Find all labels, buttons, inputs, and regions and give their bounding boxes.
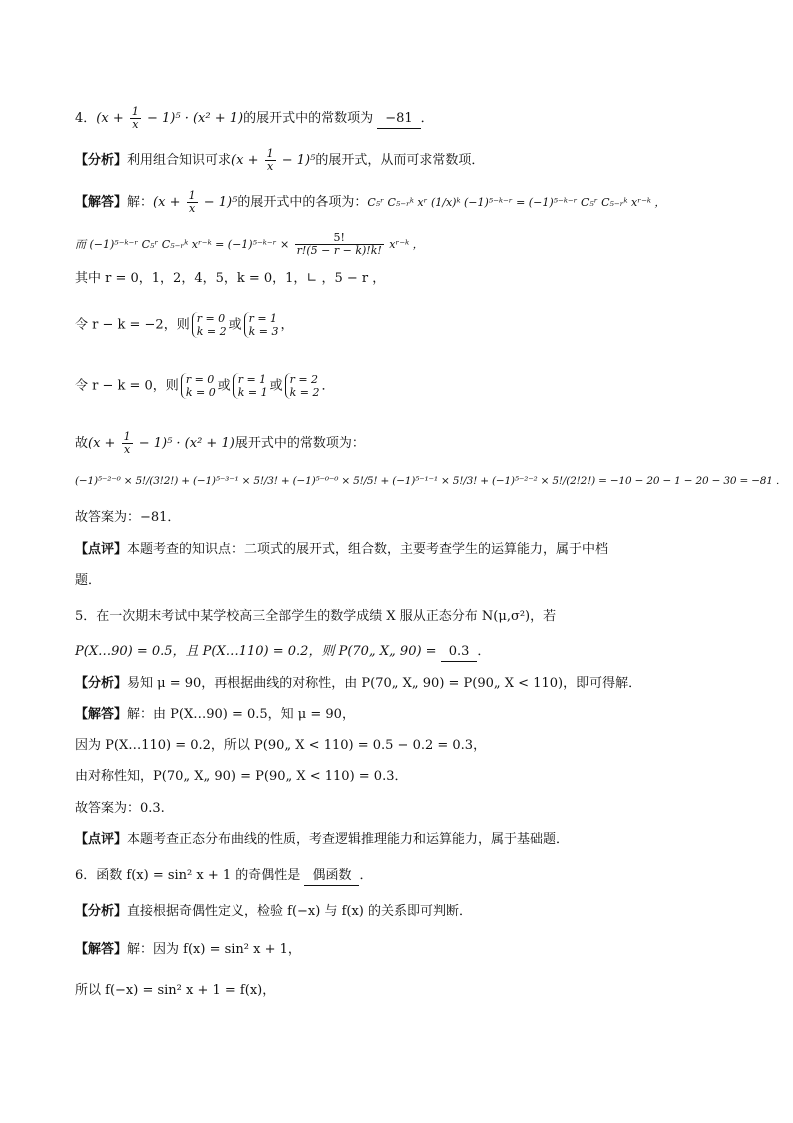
q4-line5-sys2-row2: k = 1 [237,386,268,399]
q4-line5-sys3-row1: r = 2 [289,373,319,386]
q4-line5-sys3-row2: k = 2 [289,386,320,399]
q4-line5-sys2-row1: r = 1 [237,373,267,386]
q4-analysis-label: 【分析】 [75,153,128,168]
q4-line4-sys2-row2: k = 3 [248,325,279,338]
q5-analysis-text: 易知 μ = 90，再根据曲线的对称性，由 P(70„ X„ 90) = P(90„ X < 110)，即可得解． [127,676,642,691]
q4-line4-sys1-row1: r = 0 [196,312,226,325]
q4-line2-den: r!(5 − r − k)!k! [296,244,382,257]
q4-analysis-expr: − 1)⁵ [277,153,316,168]
q5-line2-pre: P(X…90) = 0.5，且 P(X…110) = 0.2，则 P(70„ X„ 90) = [75,644,437,659]
q4-line5-sys3 [285,373,320,399]
q4-line5-sys1-row1: r = 0 [185,373,215,386]
q4-line2-frac [295,232,384,257]
q4-solution-terms: C₅ʳ C₅₋ᵣᵏ xʳ (1/x)ᵏ (−1)⁵⁻ᵏ⁻ʳ = (−1)⁵⁻ᵏ⁻ʳ C₅ʳ C₅₋ᵣᵏ xʳ⁻ᵏ ， [367,196,666,209]
q4-line5-or2: 或 [269,378,283,394]
q6-solution-text: 解：因为 f(x) = sin² x + 1， [127,942,301,957]
q4-line4-sys1-row2: k = 2 [196,325,227,338]
q4-comment-label: 【点评】 [75,542,128,557]
q4-line4 [75,312,293,338]
q4-line4-sys1 [192,312,227,338]
q5-line5: 因为 P(X…110) = 0.2，所以 P(90„ X < 110) = 0.5 − 0.2 = 0.3， [75,738,487,753]
q6-statement [75,867,372,886]
q4-line6-post: 展开式中的常数项为： [234,436,365,451]
q4-line2-post: xʳ⁻ᵏ ， [385,238,424,251]
q6-answer: 偶函数 [304,867,359,886]
q4-solution-label: 【解答】 [75,195,128,210]
q4-frac-den: x [132,118,139,131]
q4-line5-end: ． [321,378,335,394]
q4-number: 4． [75,111,97,126]
q4-analysis-pre: 利用组合知识可求 [127,153,232,168]
q4-line6: 故(x + $\frac{1}{x}$ − 1)⁵ · (x² + 1)展开式中的常数项为： [75,430,365,456]
q4-answer: −81 [377,110,420,129]
q4-analysis-frac: $\frac{1}{x}$ [266,147,274,173]
q4-comment [75,541,608,559]
q6-analysis [75,903,472,921]
q4-line3: 其中 r = 0，1，2，4，5，k = 0，1，∟ ，5 − r ， [75,271,386,286]
q4-line8: 故答案为：−81． [75,510,181,525]
q4-statement [75,106,434,131]
q4-line4-or: 或 [228,317,242,333]
q5-answer: 0.3 [441,643,478,662]
q5-solution-label: 【解答】 [75,707,128,722]
q4-frac [130,106,141,131]
q4-line5-pre: 令 r − k = 0，则 [75,378,179,394]
q4-comment2: 题． [75,573,102,588]
q4-line4-sys2 [244,312,279,338]
q4-line4-pre: 令 r − k = −2，则 [75,317,190,333]
q5-comment [75,831,569,849]
q5-end: ． [477,644,491,659]
q5-solution-text: 解：由 P(X…90) = 0.5，知 μ = 90， [127,707,355,722]
q6-line1-pre: 6．函数 f(x) = sin² x + 1 的奇偶性是 [75,868,301,883]
q4-line5-or1: 或 [217,378,231,394]
q5-solution [75,706,355,724]
q4-line2-pre: 而 (−1)⁵⁻ᵏ⁻ʳ C₅ʳ C₅₋ᵣᵏ xʳ⁻ᵏ = (−1)⁵⁻ᵏ⁻ʳ × [75,238,293,251]
q4-end: ． [420,111,434,126]
q4-line5-sys1 [181,373,216,399]
q6-solution [75,941,301,959]
q4-line7: (−1)⁵⁻²⁻⁰ × 5!/(3!2!) + (−1)⁵⁻³⁻¹ × 5!/3! + (−1)⁵⁻⁰⁻⁰ × 5!/5! + (−1)⁵⁻¹⁻¹ × 5!/3! + (−1)⁵⁻²⁻² × 5!/(2!2!) = −10 − 20 − 1 − 20 − 30 = −81 ． [75,475,787,487]
q6-analysis-label: 【分析】 [75,904,128,919]
q4-line2 [75,232,424,257]
q4-line5-sys2 [233,373,268,399]
q4-line6-pre: 故 [75,436,89,451]
q4-solution-mid: 的展开式中的各项为： [237,195,368,210]
q4-analysis-post: 的展开式，从而可求常数项． [315,153,485,168]
q4-solution-pre: 解： [127,195,154,210]
q4-solution: 【解答】解：(x + $\frac{1}{x}$ − 1)⁵的展开式中的各项为：C₅ʳ C₅₋ᵣᵏ xʳ (1/x)ᵏ (−1)⁵⁻ᵏ⁻ʳ = (−1)⁵⁻ᵏ⁻ʳ C₅ʳ C₅₋ᵣᵏ xʳ⁻ᵏ ， [75,189,666,215]
q5-line6: 由对称性知，P(70„ X„ 90) = P(90„ X < 110) = 0.3． [75,769,408,784]
q5-analysis-label: 【分析】 [75,676,128,691]
q4-line2-num: 5! [295,232,384,245]
q4-line4-sys2-row1: r = 1 [248,312,278,325]
q4-frac-num: 1 [131,105,139,118]
q4-line5 [75,373,334,399]
q6-analysis-text: 直接根据奇偶性定义，检验 f(−x) 与 f(x) 的关系即可判断． [127,904,473,919]
q6-line4: 所以 f(−x) = sin² x + 1 = f(x)， [75,983,276,998]
q5-line2 [75,643,490,662]
q4-analysis: 【分析】利用组合知识可求(x + $\frac{1}{x}$ − 1)⁵的展开式，从而可求常数项． [75,147,485,173]
q5-comment-label: 【点评】 [75,832,128,847]
q4-line4-end: ， [280,317,294,333]
q4-comment-text: 本题考查的知识点：二项式的展开式，组合数，主要考查学生的运算能力，属于中档 [127,542,609,557]
q6-solution-label: 【解答】 [75,942,128,957]
q4-line5-sys1-row2: k = 0 [185,386,216,399]
q5-analysis [75,675,641,693]
q4-expr-a: (x + [96,111,128,126]
q5-comment-text: 本题考查正态分布曲线的性质，考查逻辑推理能力和运算能力，属于基础题． [127,832,570,847]
q4-expr-b: − 1)⁵ · (x² + 1) [142,111,244,126]
q6-end: ． [359,868,373,883]
q5-statement: 5．在一次期末考试中某学校高三全部学生的数学成绩 X 服从正态分布 N(μ,σ²)，若 [75,609,557,624]
q5-line7: 故答案为：0.3. [75,801,165,816]
q4-text: 的展开式中的常数项为 [243,111,374,126]
